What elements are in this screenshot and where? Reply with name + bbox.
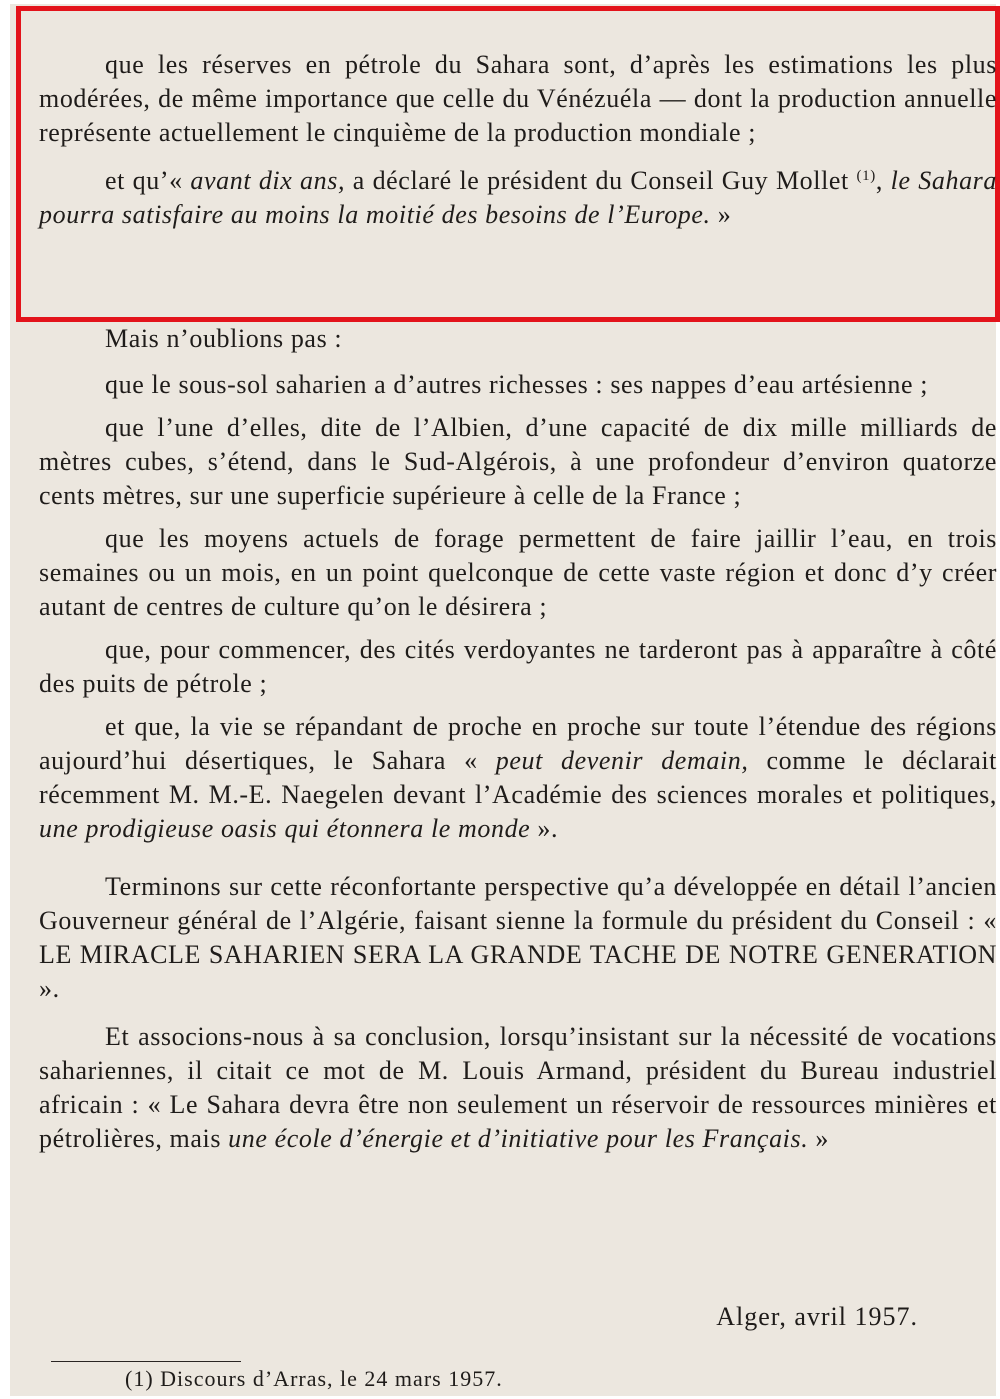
footnote-ref: (1) [856,168,876,184]
main-text [39,322,997,1156]
quote-attribution: a déclaré le président du Conseil Guy Mollet [345,166,857,195]
paragraph-albien: que l’une d’elles, dite de l’Albien, d’une capacité de dix mille milliards de mètres cubes, s’étend, dans le Sud-Algérois, à une profondeur d’environ quatorze cents mètres, sur une superficie supérieure à celle de la France ; [39,413,997,510]
footnote-divider [51,1361,241,1362]
footnote: (1) Discours d’Arras, le 24 mars 1957. [125,1366,503,1391]
quote-italic-sahara: le Sahara pourra satisfaire au moins la moitié des besoins de l’Europe. [39,166,997,229]
paragraph-oasis [39,710,997,846]
conclusion-text-start: Et associons-nous à sa conclusion, lorsqu’insistant sur la nécessité de vocations sahariennes, il citait ce mot de M. Louis Armand, président du Bureau industriel africain : « Le Sahara devra être non seulement un réservoir de ressources minières et pétrolières, mais [39,1022,997,1153]
paragraph-cites: que, pour commencer, des cités verdoyantes ne tarderont pas à apparaître à côté des puits de pétrole ; [39,635,997,698]
paragraph-conclusion [39,1020,997,1156]
signature-date: Alger, avril 1957. [716,1302,918,1331]
quote-separator: , [875,166,891,195]
quote-intro: et qu’« [105,166,191,195]
oasis-text-start: et que, la vie se répandant de proche en proche sur toute l’étendue des régions aujourd’hui désertiques, le Sahara « [39,712,997,775]
oasis-italic-prodigieuse: une prodigieuse oasis qui étonnera le monde [39,814,531,843]
oasis-text-mid: comme le déclarait récemment M. M.-E. Naegelen devant l’Académie des sciences morales et politiques, [39,746,998,809]
highlighted-paragraph-mollet [39,164,997,232]
oasis-italic-devenir: peut devenir demain, [495,746,749,775]
quote-close: » [710,200,732,229]
paragraph-miracle: Terminons sur cette réconfortante perspective qu’a développée en détail l’ancien Gouverneur général de l’Algérie, faisant sienne la formule du président du Conseil : « LE MIRACLE SAHARIEN SERA LA GRANDE TACHE DE NOTRE GENERATION ». [39,872,997,1003]
quote-italic-avant: avant dix ans, [190,166,346,195]
conclusion-text-end: » [808,1124,830,1153]
intro-paragraph: Mais n’oublions pas : [105,324,343,353]
paragraph-nappes: que le sous-sol saharien a d’autres richesses : ses nappes d’eau artésienne ; [105,370,929,399]
conclusion-italic: une école d’énergie et d’initiative pour les Français. [228,1124,809,1153]
oasis-text-end: ». [530,814,559,843]
highlighted-passage [39,48,997,232]
paragraph-forage: que les moyens actuels de forage permettent de faire jaillir l’eau, en trois semaines ou un mois, en un point quelconque de cette vaste région et donc d’y créer autant de centres de culture qu’on le désirera ; [39,524,997,621]
highlighted-paragraph-petrol: que les réserves en pétrole du Sahara sont, d’après les estimations les plus modérées, de même importance que celle du Vénézuéla — dont la production annuelle représente actuellement le cinquième de la production mondiale ; [39,50,997,147]
scanned-page [10,4,996,1396]
